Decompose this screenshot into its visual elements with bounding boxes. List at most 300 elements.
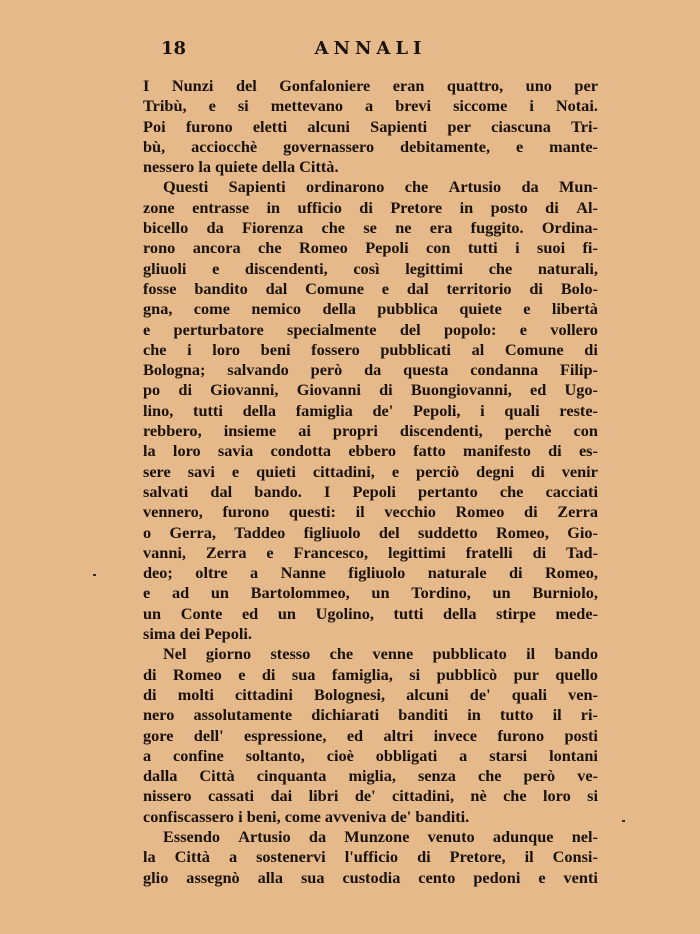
word: propri (332, 421, 378, 441)
word: soltanto, (245, 745, 305, 765)
text-line (143, 177, 598, 197)
print-speck (622, 820, 625, 822)
word: Gonfaloniere (279, 76, 371, 95)
word: al (471, 339, 485, 359)
word: sua (300, 867, 325, 887)
word: e (519, 319, 527, 339)
word: come (193, 299, 230, 319)
word: libri (308, 786, 339, 806)
text-line (143, 583, 598, 603)
word: pur (513, 664, 539, 684)
word: tutti (393, 603, 424, 623)
word: venir (561, 461, 598, 481)
word: vanni, (143, 542, 186, 562)
word: che (499, 481, 524, 501)
word: e (391, 461, 400, 481)
word: i (529, 96, 534, 116)
word: ve- (577, 766, 598, 786)
word: e (143, 319, 151, 339)
word: assegnò (186, 867, 240, 887)
word: fratelli (465, 542, 513, 562)
word: però (523, 766, 556, 786)
word: naturale (427, 563, 487, 583)
word: nero (143, 705, 175, 725)
word: Romeo (298, 238, 348, 258)
word: nel- (571, 826, 598, 846)
word: cassati (207, 786, 255, 806)
word: a (459, 745, 468, 765)
word: savi (187, 461, 215, 481)
word: cioè (326, 745, 354, 765)
word: rono (143, 238, 176, 258)
word: Pretore, (449, 847, 506, 867)
word: legittimi (387, 542, 446, 562)
text-line (143, 441, 598, 461)
word: banditi (398, 705, 449, 725)
word: sua (291, 664, 316, 684)
word: della (322, 299, 356, 319)
text-line (143, 604, 598, 624)
text-line (143, 523, 598, 543)
word: custodia (342, 867, 401, 887)
word: ad (171, 583, 190, 603)
word: mante- (549, 136, 598, 156)
word: di (548, 441, 562, 461)
word: da (308, 826, 327, 846)
word: Nunzi (171, 76, 214, 95)
word: di (524, 502, 538, 522)
text-line (143, 421, 598, 441)
word: Comune (305, 278, 364, 298)
word: o (143, 522, 152, 542)
word: salvando (227, 360, 289, 380)
word: e (231, 461, 240, 481)
word: suddetto (417, 522, 478, 542)
word: un (277, 603, 296, 623)
word: bù, (143, 136, 166, 156)
word: e (523, 299, 531, 319)
word: de' (469, 684, 491, 704)
word: Francesco, (293, 542, 369, 562)
word: cento (418, 867, 456, 887)
text-line (143, 462, 598, 482)
word: che (321, 218, 346, 238)
word: Romeo, (496, 522, 549, 542)
word: e (212, 258, 220, 278)
word: Sapienti (370, 116, 428, 136)
text-line (143, 279, 598, 299)
word: Pepoli (352, 481, 396, 501)
word: ordinarono (305, 177, 385, 197)
word: di (417, 847, 431, 867)
word: vecchio (384, 502, 436, 522)
word: perchè (504, 421, 552, 441)
word: in (467, 705, 481, 725)
word: cittadini, (392, 786, 455, 806)
word: Bartolommeo, (250, 583, 350, 603)
word: altri (383, 725, 414, 745)
word: Comune (504, 339, 564, 359)
word: posto (490, 197, 528, 217)
text-line (143, 786, 598, 806)
text-line (143, 847, 598, 867)
word: bicello (143, 218, 189, 238)
word: Bolo- (560, 278, 598, 298)
body-text (143, 76, 598, 888)
text-line (143, 766, 598, 786)
word: i (515, 238, 520, 258)
word: insieme (223, 421, 277, 441)
word: Bologna; (143, 360, 206, 380)
word: Questi (163, 177, 209, 197)
word: se (363, 218, 377, 238)
word: Città (199, 766, 235, 786)
word: naturali, (537, 258, 598, 278)
word: deo; (143, 563, 173, 583)
word: po (143, 380, 161, 400)
word: del (399, 319, 421, 339)
word: dal (210, 481, 233, 501)
word: ven- (568, 684, 598, 704)
word: ebbero (348, 441, 396, 461)
word: Pepoli, (412, 400, 461, 420)
word: manifesto (463, 441, 531, 461)
word: de' (372, 400, 394, 420)
word: con (573, 421, 598, 441)
word: dell' (193, 725, 224, 745)
word: espressione, (244, 725, 327, 745)
word: ciascuna (491, 116, 551, 136)
text-line (143, 726, 598, 746)
word: i (480, 400, 485, 420)
word: mede- (555, 603, 598, 623)
word: di (379, 380, 393, 400)
print-speck (93, 574, 96, 576)
word: I (323, 481, 331, 501)
word: a (365, 96, 374, 116)
word: Tad- (566, 542, 598, 562)
word: tutti (467, 238, 498, 258)
word: sere (143, 461, 171, 481)
word: cinquanta (256, 766, 327, 786)
text-line (143, 259, 598, 279)
word: Filip- (559, 360, 598, 380)
word: e (238, 664, 246, 684)
word: perciò (416, 461, 460, 481)
word: bandito (194, 278, 248, 298)
word: Romeo (173, 664, 222, 684)
word: uno (525, 76, 552, 95)
word: di (359, 197, 373, 217)
word: che (143, 339, 167, 359)
word: siccome (453, 96, 508, 116)
word: rebbero, (143, 421, 202, 441)
word: con (426, 238, 451, 258)
word: Taddeo (234, 522, 286, 542)
text-line (143, 644, 598, 664)
text-line (143, 827, 598, 847)
word: ed (530, 380, 547, 400)
word: di (545, 197, 559, 217)
word: ne (395, 218, 412, 238)
text-line (143, 482, 598, 502)
word: popolo: (443, 319, 497, 339)
word: dal (406, 278, 429, 298)
word: dalla (143, 766, 178, 786)
text-line (143, 705, 598, 725)
word: loro (172, 441, 201, 461)
word: debitamente, (400, 136, 491, 156)
word: savia (217, 441, 254, 461)
word: salvati (143, 481, 189, 501)
word: del (235, 76, 257, 95)
word: però (310, 360, 343, 380)
word: Artusio (238, 826, 291, 846)
page-header (143, 38, 598, 62)
word: di (178, 380, 192, 400)
word: Pretore (390, 197, 443, 217)
word: un (371, 583, 390, 603)
word: dichiarati (311, 705, 380, 725)
word: starsi (489, 745, 528, 765)
text-line (143, 320, 598, 340)
word: fossero (311, 339, 360, 359)
word: di (509, 563, 523, 583)
word: discendenti, (244, 258, 328, 278)
word: vollero (550, 319, 598, 339)
word: fatto (413, 441, 446, 461)
word: in (459, 197, 474, 217)
word: Giovanni (296, 380, 361, 400)
text-line (143, 360, 598, 380)
running-title: ANNALI (314, 38, 427, 59)
word: del (378, 522, 400, 542)
word: loro (212, 339, 241, 359)
word: Buongiovanni, (410, 380, 512, 400)
word: glio (143, 867, 169, 887)
word: adunque (492, 826, 554, 846)
word: ed (346, 725, 364, 745)
word: i (187, 339, 192, 359)
word: Ordina- (541, 218, 598, 238)
word: furono (497, 725, 545, 745)
text-line (143, 198, 598, 218)
word: Poi (143, 116, 166, 136)
text-line (143, 543, 598, 563)
word: di (143, 684, 157, 704)
word: di (532, 542, 547, 562)
word: quattro, (446, 76, 504, 95)
word: beni (260, 339, 291, 359)
word: figliuolo (348, 563, 406, 583)
word: pubblicato (432, 644, 507, 664)
word: un (210, 583, 229, 603)
word: Munzone (344, 826, 410, 846)
word: il (524, 847, 534, 867)
word: nè (470, 786, 487, 806)
word: famiglia, (331, 664, 393, 684)
word: Zerra (205, 542, 247, 562)
page-number: 18 (161, 38, 187, 59)
word: Giovanni, (210, 380, 279, 400)
word: reste- (559, 400, 598, 420)
word: condanna (470, 360, 539, 380)
word: stirpe (496, 603, 536, 623)
word: si (587, 786, 598, 806)
word: gore (143, 725, 174, 745)
word: questa (403, 360, 449, 380)
word: questi: (288, 502, 336, 522)
word: perturbatore (173, 319, 264, 339)
word: I (143, 76, 150, 95)
word: quali (511, 684, 548, 704)
word: lino, (143, 400, 174, 420)
word: per (574, 76, 598, 95)
text-line (143, 401, 598, 421)
word: eletti (252, 116, 288, 136)
word: figliuolo (303, 522, 361, 542)
word: specialmente (287, 319, 377, 339)
word: pedoni (473, 867, 521, 887)
word: che (329, 644, 354, 664)
word: Nanne (280, 563, 326, 583)
word: es- (578, 441, 598, 461)
word: un (492, 583, 511, 603)
word: invece (433, 725, 478, 745)
word: dai (270, 786, 293, 806)
word: Tordino, (411, 583, 471, 603)
word: cacciati (545, 481, 598, 501)
word: Romeo, (545, 563, 598, 583)
word: discendenti, (399, 421, 483, 441)
word: eran (392, 76, 425, 95)
word: che (503, 786, 527, 806)
word: da (364, 360, 382, 380)
word: furono (185, 116, 233, 136)
word: condotta (270, 441, 332, 461)
word: Gerra, (169, 522, 216, 542)
text-line (143, 117, 598, 137)
text-line (143, 137, 598, 157)
word: l'ufficio (344, 847, 399, 867)
word: assolutamente (193, 705, 293, 725)
word: Ugo- (564, 380, 598, 400)
word: posti (564, 725, 598, 745)
word: ed (241, 603, 259, 623)
word: a (143, 745, 152, 765)
word: alcuni (406, 684, 449, 704)
word: legittimi (405, 258, 464, 278)
word: che (404, 177, 429, 197)
word: Fiorenza (242, 218, 304, 238)
word: da (206, 218, 224, 238)
word: un (143, 603, 162, 623)
word: Burniolo, (532, 583, 598, 603)
text-line (143, 340, 598, 360)
word: il (355, 502, 365, 522)
word: Artusio (448, 177, 502, 197)
word: governassero (283, 136, 375, 156)
word: di (531, 461, 545, 481)
text-line (143, 76, 598, 96)
word: Essendo (163, 826, 221, 846)
word: Pepoli (365, 238, 409, 258)
word: ri- (580, 705, 598, 725)
word: gliuoli (143, 258, 187, 278)
word: confine (173, 745, 224, 765)
word: di (143, 664, 157, 684)
text-line (143, 563, 598, 583)
word: Tribù, (143, 96, 187, 116)
word: e (538, 867, 546, 887)
text-line (143, 746, 598, 766)
word: senza (417, 766, 456, 786)
word: in (266, 197, 281, 217)
word: Consi- (552, 847, 598, 867)
word: quiete (459, 299, 502, 319)
word: si (409, 664, 421, 684)
word: obbligati (375, 745, 438, 765)
word: la (143, 441, 156, 461)
word: pubblica (377, 299, 438, 319)
word: vennero, (143, 502, 203, 522)
word: de' (354, 786, 376, 806)
word: Romeo (455, 502, 505, 522)
word: a (250, 563, 259, 583)
text-line (143, 96, 598, 116)
word: acciocchè (191, 136, 258, 156)
word: alla (257, 867, 283, 887)
word: della (443, 603, 477, 623)
word: sostenervi (256, 847, 326, 867)
word: territorio (446, 278, 512, 298)
word: cittadini, (312, 461, 375, 481)
word: Tri- (571, 116, 598, 136)
word: di (261, 664, 276, 684)
word: e (266, 542, 274, 562)
text-line (143, 380, 598, 400)
text-line: sima dei Pepoli. (143, 624, 252, 644)
word: quali (504, 400, 540, 420)
word: tutti (193, 400, 223, 420)
word: che (258, 238, 282, 258)
text-line (143, 238, 598, 258)
word: venti (563, 867, 598, 887)
word: di (584, 339, 598, 359)
word: fosse (143, 278, 177, 298)
word: a (228, 847, 238, 867)
word: per (447, 116, 471, 136)
word: Gio- (567, 522, 598, 542)
text-line: confiscassero i beni, come avveniva de' banditi. (143, 806, 470, 826)
word: alcuni (307, 116, 350, 136)
word: libertà (551, 299, 598, 319)
word: e (143, 583, 151, 603)
word: fuggito. (470, 218, 524, 238)
word: di (529, 278, 543, 298)
word: il (552, 705, 562, 725)
word: entrasse (192, 197, 250, 217)
word: molti (177, 684, 214, 704)
word: ai (298, 421, 311, 441)
text-line (143, 299, 598, 319)
word: Ugolino, (315, 603, 374, 623)
word: Mun- (559, 177, 598, 197)
word: oltre (195, 563, 228, 583)
word: bando. (254, 481, 302, 501)
word: pertanto (418, 481, 478, 501)
word: Sapienti (228, 177, 286, 197)
